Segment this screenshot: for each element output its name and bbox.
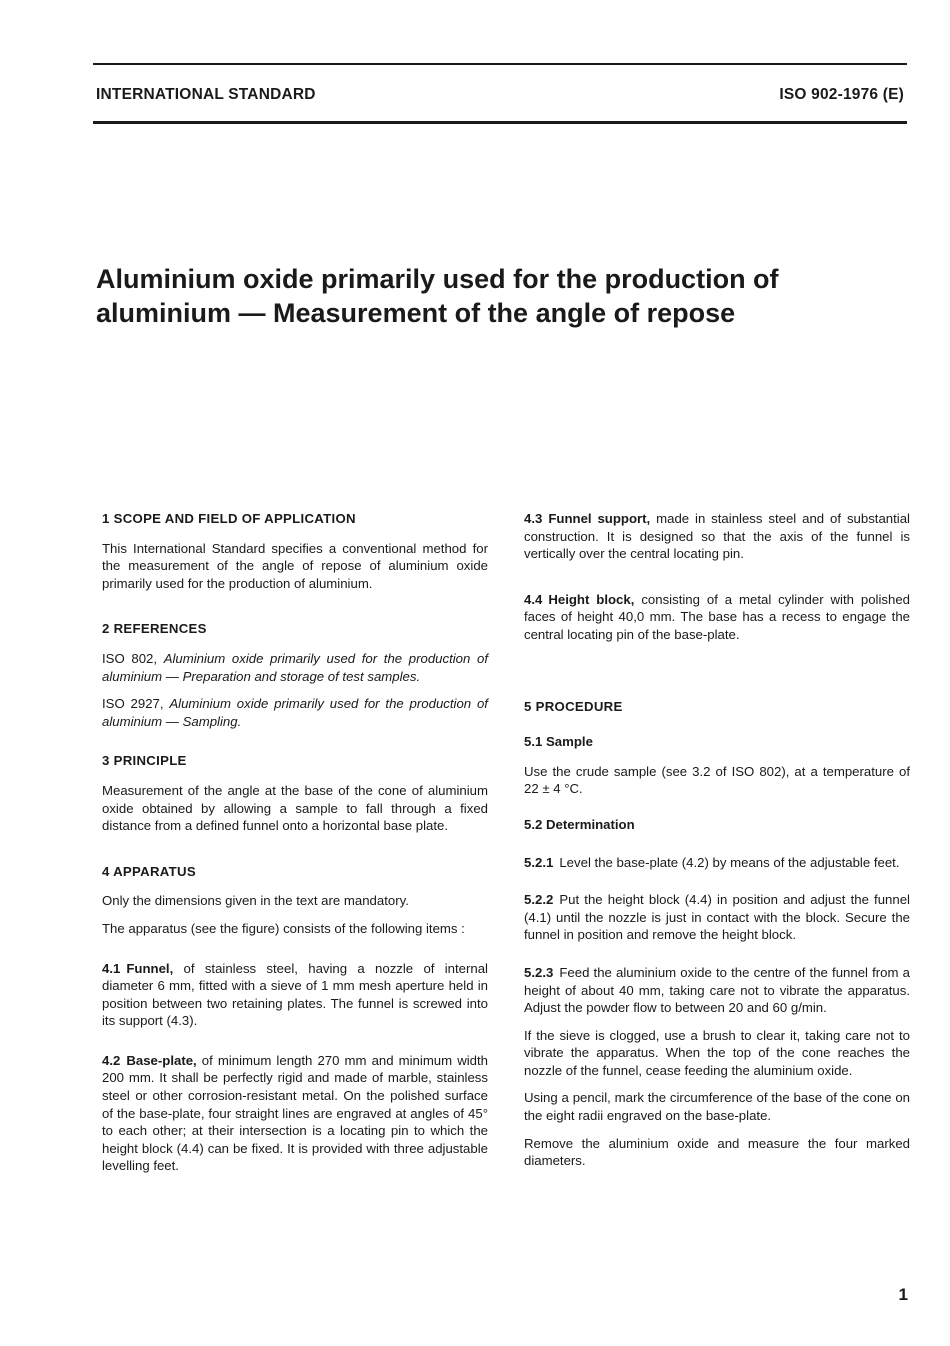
section-3-heading: 3 PRINCIPLE [102, 753, 187, 769]
header-top-rule [93, 63, 907, 65]
paragraph-5-2-3-mark: Using a pencil, mark the circumference of the base of the cone on the eight radii engraved on the base-plate. [524, 1090, 910, 1124]
reference-iso-2927: ISO 2927, Aluminium oxide primarily used for the production of aluminium — Sampling. [102, 696, 488, 729]
header-standard-type: INTERNATIONAL STANDARD [96, 86, 316, 103]
reference-iso-802: ISO 802, Aluminium oxide primarily used for the production of aluminium — Preparation and storage of test samples. [102, 650, 488, 684]
section-3-text: Measurement of the angle at the base of the cone of aluminium oxide obtained by allowing a sample to fall through a fixed distance from a defined funnel onto a horizontal base plate. [102, 782, 488, 834]
right-column [524, 510, 910, 1180]
title-line-2: aluminium — Measurement of the angle of repose [96, 298, 736, 328]
paragraph-5-2-2: 5.2.2 Put the height block (4.4) in position and adjust the funnel (4.1) until the nozzle is just in contact with the block. Secure the funnel in position and remove the height block. [524, 892, 910, 943]
document-title [96, 262, 886, 330]
header-standard-number: ISO 902-1976 (E) [779, 86, 904, 103]
section-1-text: This International Standard specifies a conventional method for the measurement of the angle of repose of aluminium oxide primarily used for the production of aluminium. [102, 540, 488, 591]
page-number: 1 [898, 1285, 908, 1304]
paragraph-5-2-3: 5.2.3 Feed the aluminium oxide to the centre of the funnel from a height of about 40 mm, taking care not to vibrate the apparatus. Adjust the powder flow to between 20 and 60 g/min. [524, 964, 910, 1016]
section-4-intro-2: The apparatus (see the figure) consists of the following items : [102, 920, 465, 936]
subsection-5-2-heading: 5.2 Determination [524, 816, 635, 832]
paragraph-5-2-1: 5.2.1 Level the base-plate (4.2) by means of the adjustable feet. [524, 854, 900, 870]
section-1-heading: 1 SCOPE AND FIELD OF APPLICATION [102, 511, 356, 526]
paragraph-5-2-3-sieve: If the sieve is clogged, use a brush to clear it, taking care not to vibrate the apparatus. When the top of the cone reaches the nozzle of the funnel, cease feeding the aluminium oxide. [524, 1027, 910, 1078]
title-line-1: Aluminium oxide primarily used for the production of [96, 264, 779, 294]
left-column [102, 510, 488, 1185]
section-5-heading: 5 PROCEDURE [524, 698, 623, 714]
item-4-4-height-block: 4.4 Height block, consisting of a metal cylinder with polished faces of height 40,0 mm. The base has a recess to engage the central locating pin of the base-plate. [524, 591, 911, 642]
item-4-1-funnel: 4.1 Funnel, of stainless steel, having a nozzle of internal diameter 6 mm, fitted with a sieve of 1 mm mesh aperture held in position between two retaining plates. The funnel is screwed into its support (4.3). [102, 960, 488, 1029]
paragraph-5-2-3-measure: Remove the aluminium oxide and measure the four marked diameters. [524, 1135, 910, 1169]
subsection-5-1-heading: 5.1 Sample [524, 734, 593, 750]
header-bottom-rule [93, 121, 907, 124]
subsection-5-1-text: Use the crude sample (see 3.2 of ISO 802), at a temperature of 22 ± 4 °C. [524, 763, 910, 797]
section-2-heading: 2 REFERENCES [102, 621, 207, 637]
section-4-intro-1: Only the dimensions given in the text are mandatory. [102, 893, 409, 909]
item-4-2-base-plate: 4.2 Base-plate, of minimum length 270 mm and minimum width 200 mm. It shall be perfectly rigid and made of marble, stainless steel or other corrosion-resistant metal. On the polished surface of the base-plate, four straight lines are engraved at angles of 45° to each other; at their intersection is a locating pin to which the height block (4.4) can be fixed. It is provided with three adjustable levelling feet. [102, 1052, 488, 1174]
item-4-3-funnel-support: 4.3 Funnel support, made in stainless steel and of substantial construction. It is designed so that the axis of the funnel is vertically over the central locating pin. [524, 511, 910, 562]
section-4-heading: 4 APPARATUS [102, 863, 196, 879]
